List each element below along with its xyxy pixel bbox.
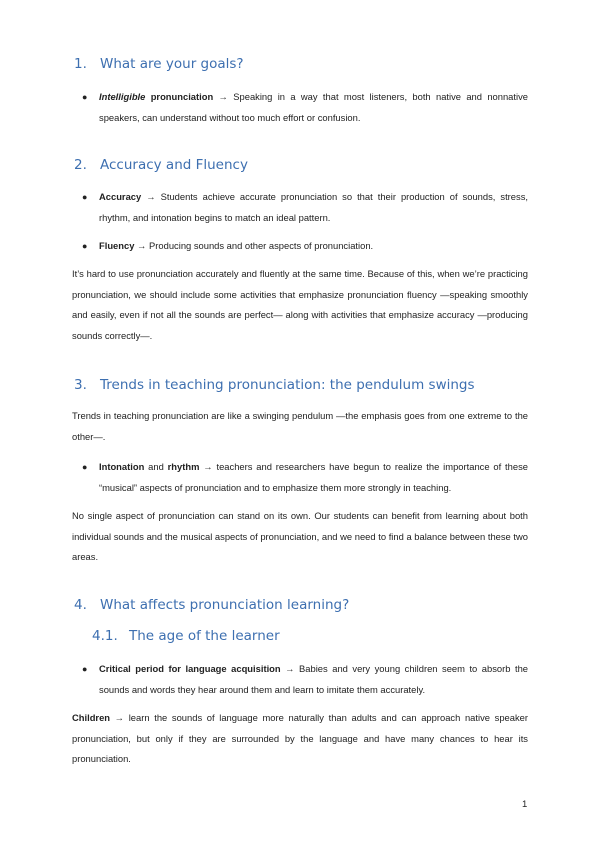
bullet-text [99, 659, 528, 700]
term: Critical period for language acquisition [99, 663, 281, 674]
term: Fluency [99, 240, 135, 251]
heading-title: What affects pronunciation learning? [100, 597, 350, 613]
bullet-intelligible-pronunciation [82, 87, 528, 128]
bullet-intonation-rhythm [82, 457, 528, 498]
bullet-dot: ● [82, 192, 88, 202]
heading-number: 4.1. [92, 628, 118, 644]
bullet-dot: ● [82, 664, 88, 674]
definition: Speaking in a way that most listeners, both native and nonnative speakers, can understand without too much effort or confusion. [99, 91, 528, 123]
term: Children [72, 712, 111, 723]
heading-section-4 [74, 597, 349, 613]
term: Intonation [99, 461, 145, 472]
heading-section-2 [74, 157, 248, 173]
paragraph-pendulum: Trends in teaching pronunciation are like a swinging pendulum —the emphasis goes from one extreme to the other—. [72, 410, 528, 442]
heading-title: What are your goals? [100, 56, 244, 72]
heading-section-1 [74, 56, 244, 72]
conjunction: and [144, 461, 168, 472]
term-italic: Intelligible [99, 91, 146, 102]
bullet-dot: ● [82, 241, 88, 251]
heading-number: 2. [74, 157, 87, 173]
paragraph-balance: No single aspect of pronunciation can stand on its own. Our students can benefit from learning about both individual sounds and the musical aspects of pronunciation, and we need to find a balance between these two areas. [72, 510, 528, 563]
bullet-fluency [82, 236, 528, 257]
bullet-text [99, 87, 528, 128]
term: rhythm [167, 461, 200, 472]
paragraph-accuracy-fluency: It’s hard to use pronunciation accurately and fluently at the same time. Because of this, when we’re practicing pronunciation, we should include some activities that emphasize pronunciation fluency —speaking smoothly and easily, even if not all the sounds are perfect— along with activities that emphasize accuracy —producing sounds correctly—. [72, 268, 528, 341]
bullet-text [99, 457, 528, 498]
bullet-dot: ● [82, 462, 88, 472]
bullet-text [99, 187, 528, 228]
arrow: → [213, 91, 234, 102]
paragraph-children [72, 708, 528, 770]
arrow: → [134, 240, 150, 251]
heading-number: 4. [74, 597, 87, 613]
heading-title: Accuracy and Fluency [100, 157, 248, 173]
bullet-dot: ● [82, 92, 88, 102]
term: pronunciation [145, 91, 214, 102]
arrow: → [110, 712, 129, 723]
heading-title: Trends in teaching pronunciation: the pendulum swings [100, 377, 475, 393]
heading-number: 1. [74, 56, 87, 72]
term: Accuracy [99, 191, 142, 202]
definition: Babies and very young children seem to absorb the sounds and words they hear around them and learn to imitate them accurately. [99, 663, 529, 695]
arrow: → [141, 191, 161, 202]
definition: learn the sounds of language more naturally than adults and can approach native speaker pronunciation, but only if they are surrounded by the language and have many chances to hear its pronunciation. [72, 712, 528, 765]
arrow: → [280, 663, 300, 674]
heading-number: 3. [74, 377, 87, 393]
arrow: → [199, 461, 217, 472]
definition: teachers and researchers have begun to realize the importance of these “musical” aspects of pronunciation and to emphasize them more strongly in teaching. [99, 461, 528, 493]
bullet-text [99, 236, 528, 257]
bullet-critical-period [82, 659, 528, 700]
heading-section-4-1 [92, 628, 280, 644]
page-number: 1 [522, 799, 528, 810]
heading-title: The age of the learner [129, 628, 280, 644]
definition: Producing sounds and other aspects of pronunciation. [149, 240, 374, 251]
definition: Students achieve accurate pronunciation so that their production of sounds, stress, rhythm, and intonation begins to match an ideal pattern. [99, 191, 529, 223]
bullet-accuracy [82, 187, 528, 228]
heading-section-3 [74, 377, 475, 393]
